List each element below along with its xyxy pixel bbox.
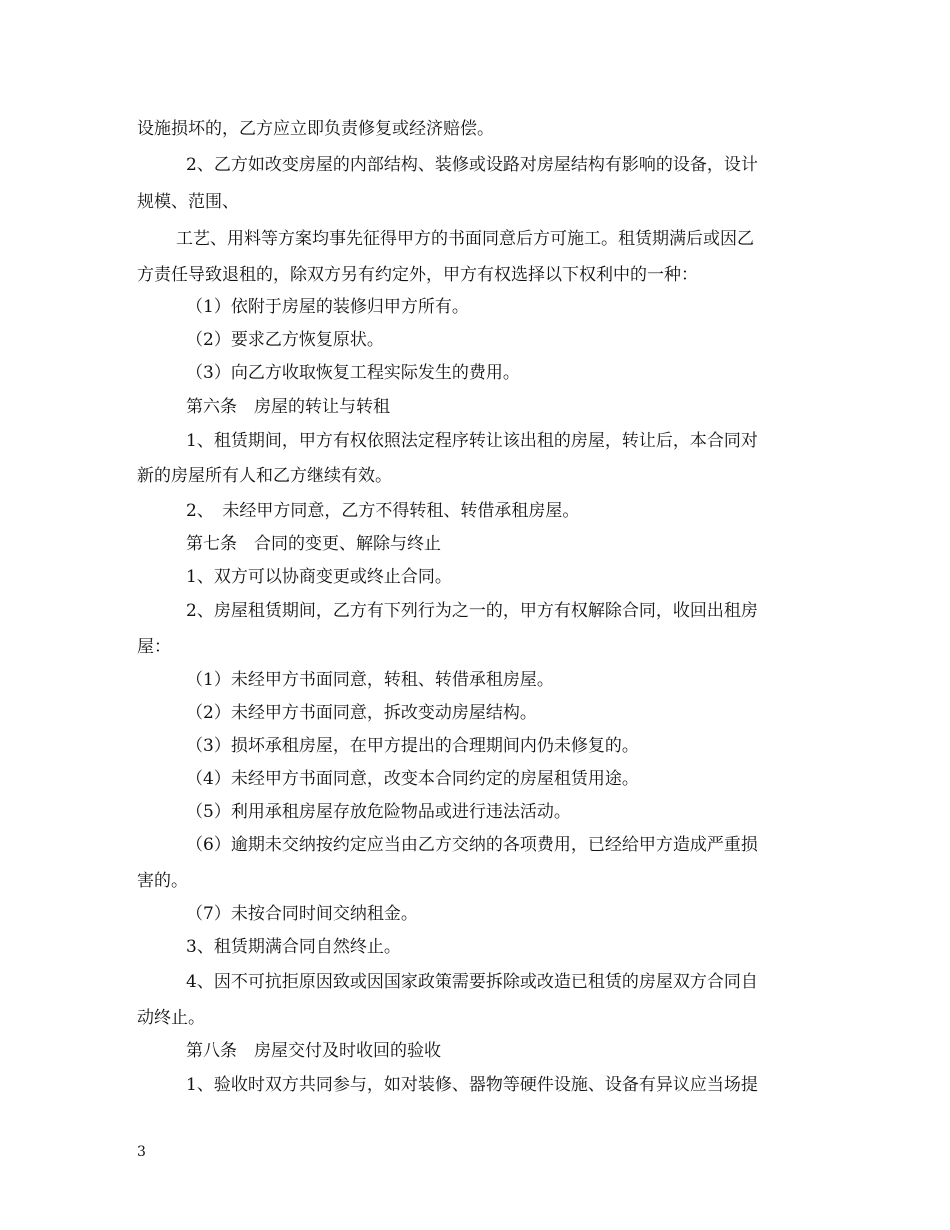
text-line: 3、租赁期满合同自然终止。 bbox=[186, 937, 401, 957]
text-line: 规模、范围、 bbox=[137, 192, 239, 212]
text-line: 害的。 bbox=[137, 871, 188, 891]
text-line: （1）未经甲方书面同意，转租、转借承租房屋。 bbox=[186, 670, 554, 690]
text-line: （2）未经甲方书面同意，拆改变动房屋结构。 bbox=[186, 703, 537, 723]
section-heading: 第八条 房屋交付及时收回的验收 bbox=[186, 1041, 441, 1061]
text-line: 屋： bbox=[137, 637, 171, 657]
text-line: （7）未按合同时间交纳租金。 bbox=[186, 904, 418, 924]
page-number: 3 bbox=[137, 1144, 146, 1160]
text-line: 1、租赁期间，甲方有权依照法定程序转让该出租的房屋，转让后，本合同对 bbox=[186, 431, 758, 451]
text-line: 1、验收时双方共同参与，如对装修、器物等硬件设施、设备有异议应当场提 bbox=[186, 1075, 758, 1095]
text-line: （3）向乙方收取恢复工程实际发生的费用。 bbox=[186, 363, 520, 383]
text-line: 2、 未经甲方同意，乙方不得转租、转借承租房屋。 bbox=[186, 501, 580, 521]
text-line: （2）要求乙方恢复原状。 bbox=[186, 330, 384, 350]
text-line: 工艺、用料等方案均事先征得甲方的书面同意后方可施工。租赁期满后或因乙 bbox=[176, 229, 754, 249]
text-line: 2、乙方如改变房屋的内部结构、装修或设路对房屋结构有影响的设备，设计 bbox=[186, 155, 758, 175]
section-heading: 第六条 房屋的转让与转租 bbox=[186, 397, 390, 417]
text-line: （3）损坏承租房屋，在甲方提出的合理期间内仍未修复的。 bbox=[186, 736, 639, 756]
text-line: 方责任导致退租的，除双方另有约定外，甲方有权选择以下权利中的一种： bbox=[137, 265, 698, 285]
text-line: 动终止。 bbox=[137, 1008, 205, 1028]
text-line: （1）依附于房屋的装修归甲方所有。 bbox=[186, 297, 469, 317]
text-line: 4、因不可抗拒原因致或因国家政策需要拆除或改造已租赁的房屋双方合同自 bbox=[186, 972, 758, 992]
text-line: （6）逾期未交纳按约定应当由乙方交纳的各项费用，已经给甲方造成严重损 bbox=[186, 835, 758, 855]
section-heading: 第七条 合同的变更、解除与终止 bbox=[186, 534, 441, 554]
text-line: 2、房屋租赁期间，乙方有下列行为之一的，甲方有权解除合同，收回出租房 bbox=[186, 601, 758, 621]
text-line: （4）未经甲方书面同意，改变本合同约定的房屋租赁用途。 bbox=[186, 769, 639, 789]
text-line: 新的房屋所有人和乙方继续有效。 bbox=[137, 466, 392, 486]
text-line: 1、双方可以协商变更或终止合同。 bbox=[186, 567, 452, 587]
text-line: （5）利用承租房屋存放危险物品或进行违法活动。 bbox=[186, 802, 571, 822]
text-line: 设施损坏的，乙方应立即负责修复或经济赔偿。 bbox=[137, 119, 494, 139]
